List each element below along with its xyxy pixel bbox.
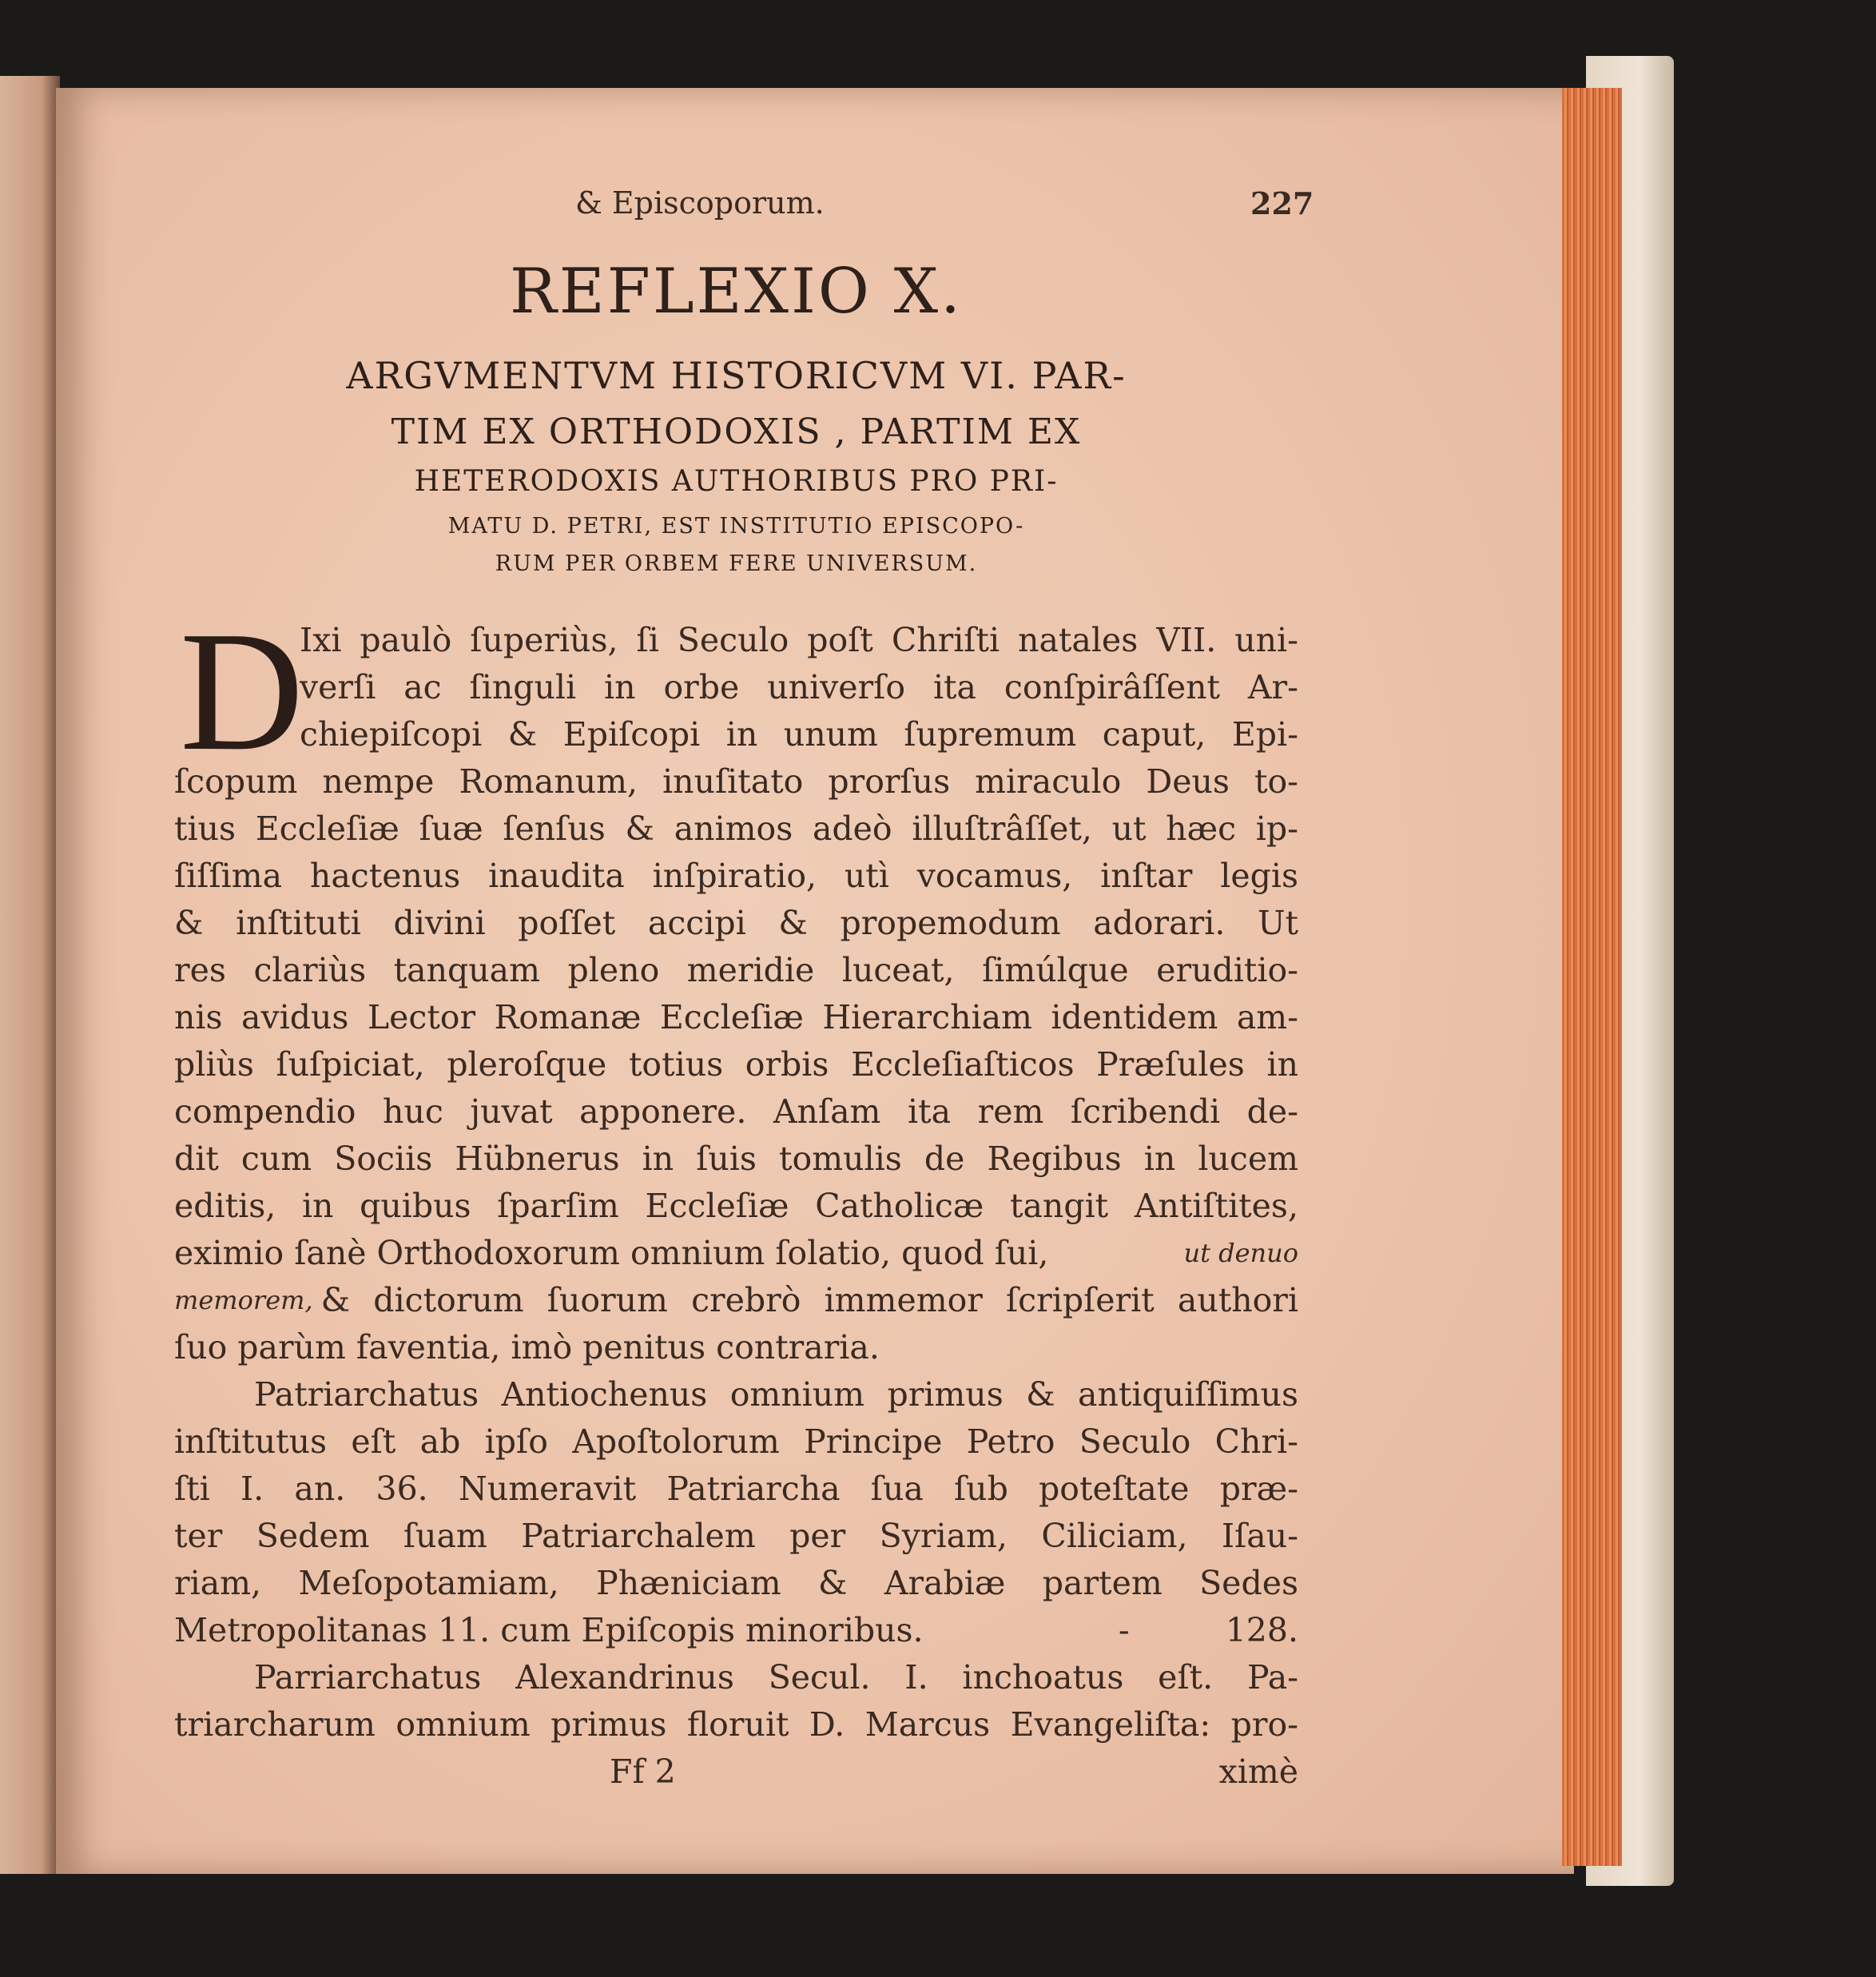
text-line: res clariùs tanquam pleno meridie luceat, ſimúlque eruditio- bbox=[174, 951, 1298, 989]
count-value: 128. bbox=[1225, 1611, 1298, 1649]
text-line: verſi ac ſinguli in orbe univerſo ita conſpirâſſent Ar- bbox=[300, 668, 1298, 706]
text-line: editis, in quibus ſparſim Eccleſiæ Catholicæ tangit Antiſtites, bbox=[174, 1187, 1298, 1225]
subtitle-line: RUM PER ORBEM FERE UNIVERSUM. bbox=[495, 551, 978, 576]
left-page-edge bbox=[0, 76, 60, 1874]
chapter-title: REFLEXIO X. bbox=[510, 256, 963, 328]
subtitle-line: MATU D. PETRI, EST INSTITUTIO EPISCOPO- bbox=[447, 514, 1025, 539]
text-line: nis avidus Lector Romanæ Eccleſiæ Hierarchiam identidem am- bbox=[174, 998, 1298, 1036]
text-line: ſti I. an. 36. Numeravit Patriarcha ſua ſub poteſtate præ- bbox=[174, 1470, 1298, 1508]
text-line: Patriarchatus Antiochenus omnium primus & antiquiſſimus bbox=[254, 1375, 1298, 1414]
footer-line bbox=[174, 1748, 1298, 1795]
text-line: compendio huc juvat apponere. Anſam ita rem ſcribendi de- bbox=[174, 1092, 1298, 1131]
text-line: chiepiſcopi & Epiſcopi in unum ſupremum caput, Epi- bbox=[300, 715, 1298, 754]
text-line bbox=[174, 1230, 1298, 1276]
text-line: Parriarchatus Alexandrinus Secul. I. inchoatus eſt. Pa- bbox=[254, 1658, 1298, 1697]
text-line bbox=[174, 1607, 1298, 1653]
text-line: triarcharum omnium primus floruit D. Marcus Evangeliſta: pro- bbox=[174, 1705, 1298, 1744]
text-segment: eximio ſanè Orthodoxorum omnium ſolatio, quod ſui, bbox=[174, 1234, 1049, 1272]
text-segment: Metropolitanas 11. cum Epiſcopis minoribus. bbox=[174, 1611, 924, 1649]
text-line: riam, Meſopotamiam, Phæniciam & Arabiæ partem Sedes bbox=[174, 1564, 1298, 1602]
text-line bbox=[174, 1277, 1298, 1323]
text-line: tius Eccleſiæ ſuæ ſenſus & animos adeò illuſtrâſſet, ut hæc ip- bbox=[174, 809, 1298, 848]
text-line: ſuo parùm faventia, imò penitus contraria. bbox=[174, 1328, 880, 1366]
text-segment: & dictorum ſuorum crebrò immemor ſcripſerit authori bbox=[320, 1281, 1298, 1319]
drop-cap: D bbox=[180, 595, 304, 786]
italic-segment: ut denuo bbox=[1183, 1238, 1298, 1268]
text-line: pliùs ſuſpiciat, pleroſque totius orbis Eccleſiaſticos Præſules in bbox=[174, 1045, 1298, 1084]
text-line: ſcopum nempe Romanum, inuſitato prorſus miraculo Deus to- bbox=[174, 762, 1298, 801]
catchword: ximè bbox=[1218, 1752, 1298, 1791]
page-edges bbox=[1562, 88, 1622, 1866]
signature-mark: Ff 2 bbox=[610, 1752, 676, 1791]
text-line: inſtitutus eſt ab ipſo Apoſtolorum Principe Petro Seculo Chri- bbox=[174, 1422, 1298, 1461]
subtitle-line: HETERODOXIS AUTHORIBUS PRO PRI- bbox=[414, 465, 1059, 498]
page-number: 227 bbox=[1250, 185, 1314, 221]
text-line: ſiſſima hactenus inaudita inſpiratio, utì vocamus, inſtar legis bbox=[174, 857, 1298, 895]
text-line: ter Sedem ſuam Patriarchalem per Syriam, Ciliciam, Iſau- bbox=[174, 1517, 1298, 1555]
text-line: & inſtituti divini poſſet accipi & propemodum adorari. Ut bbox=[174, 904, 1298, 942]
subtitle-line: ARGVMENTVM HISTORICVM VI. PAR- bbox=[346, 354, 1127, 397]
text-line: Ixi paulò ſuperiùs, ſi Seculo poſt Chriſti natales VII. uni- bbox=[300, 621, 1298, 659]
text-line: dit cum Sociis Hübnerus in ſuis tomulis de Regibus in lucem bbox=[174, 1140, 1298, 1178]
italic-segment: memorem, bbox=[174, 1285, 313, 1315]
running-title: & Episcoporum. bbox=[575, 185, 825, 221]
subtitle-line: TIM EX ORTHODOXIS , PARTIM EX bbox=[391, 412, 1082, 452]
dash: - bbox=[1118, 1611, 1130, 1649]
